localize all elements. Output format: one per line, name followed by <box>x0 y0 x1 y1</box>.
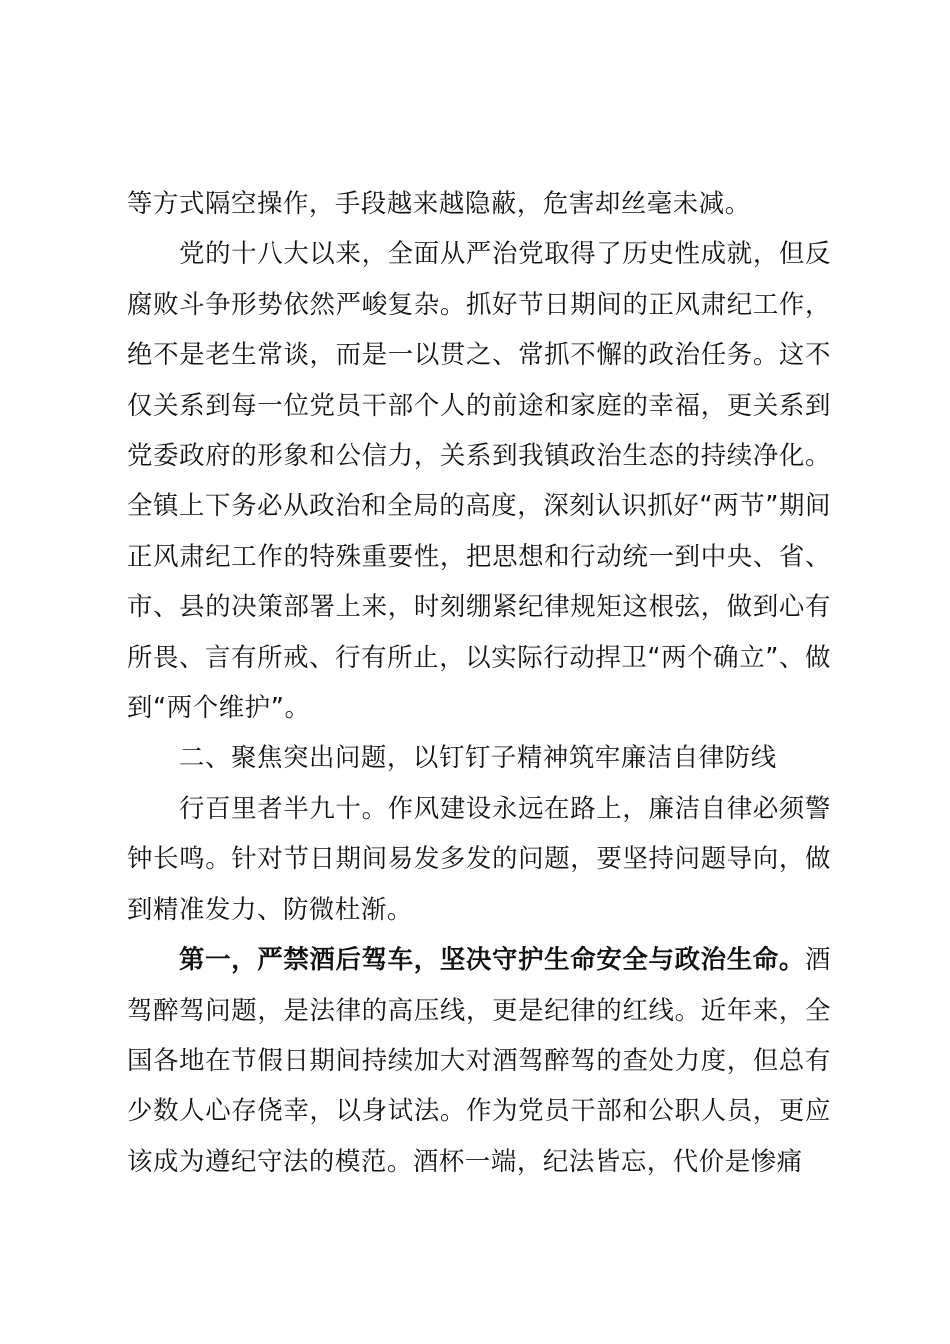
point-one-paragraph <box>127 934 831 1186</box>
section-heading: 二、聚焦突出问题，以钉钉子精神筑牢廉洁自律防线 <box>179 742 777 773</box>
paragraph-overview: 党的十八大以来，全面从严治党取得了历史性成就，但反腐败斗争形势依然严峻复杂。抓好节日期间的正风肃纪工作，绝不是老生常谈，而是一以贯之、常抓不懈的政治任务。这不仅关系到每一位党员干部个人的前途和家庭的幸福，更关系到党委政府的形象和公信力，关系到我镇政治生态的持续净化。全镇上下务必从政治和全局的高度，深刻认识抓好“两节”期间正风肃纪工作的特殊重要性，把思想和行动统一到中央、省、市、县的决策部署上来，时刻绷紧纪律规矩这根弦，做到心有所畏、言有所戒、行有所止，以实际行动捍卫“两个确立”、做到“两个维护”。 <box>127 238 831 723</box>
point-one-body: 酒驾醉驾问题，是法律的高压线，更是纪律的红线。近年来，全国各地在节假日期间持续加大对酒驾醉驾的查处力度，但总有少数人心存侥幸，以身试法。作为党员干部和公职人员，更应该成为遵纪守法的模范。酒杯一端，纪法皆忘，代价是惨痛 <box>127 944 831 1176</box>
section-intro-paragraph: 行百里者半九十。作风建设永远在路上，廉洁自律必须警钟长鸣。针对节日期间易发多发的问题，要坚持问题导向，做到精准发力、防微杜渐。 <box>127 792 831 924</box>
paragraph-continuation: 等方式隔空操作，手段越来越隐蔽，危害却丝毫未减。 <box>127 188 751 218</box>
document-page <box>127 178 831 1186</box>
point-one-lead: 第一，严禁酒后驾车，坚决守护生命安全与政治生命。 <box>179 944 805 975</box>
